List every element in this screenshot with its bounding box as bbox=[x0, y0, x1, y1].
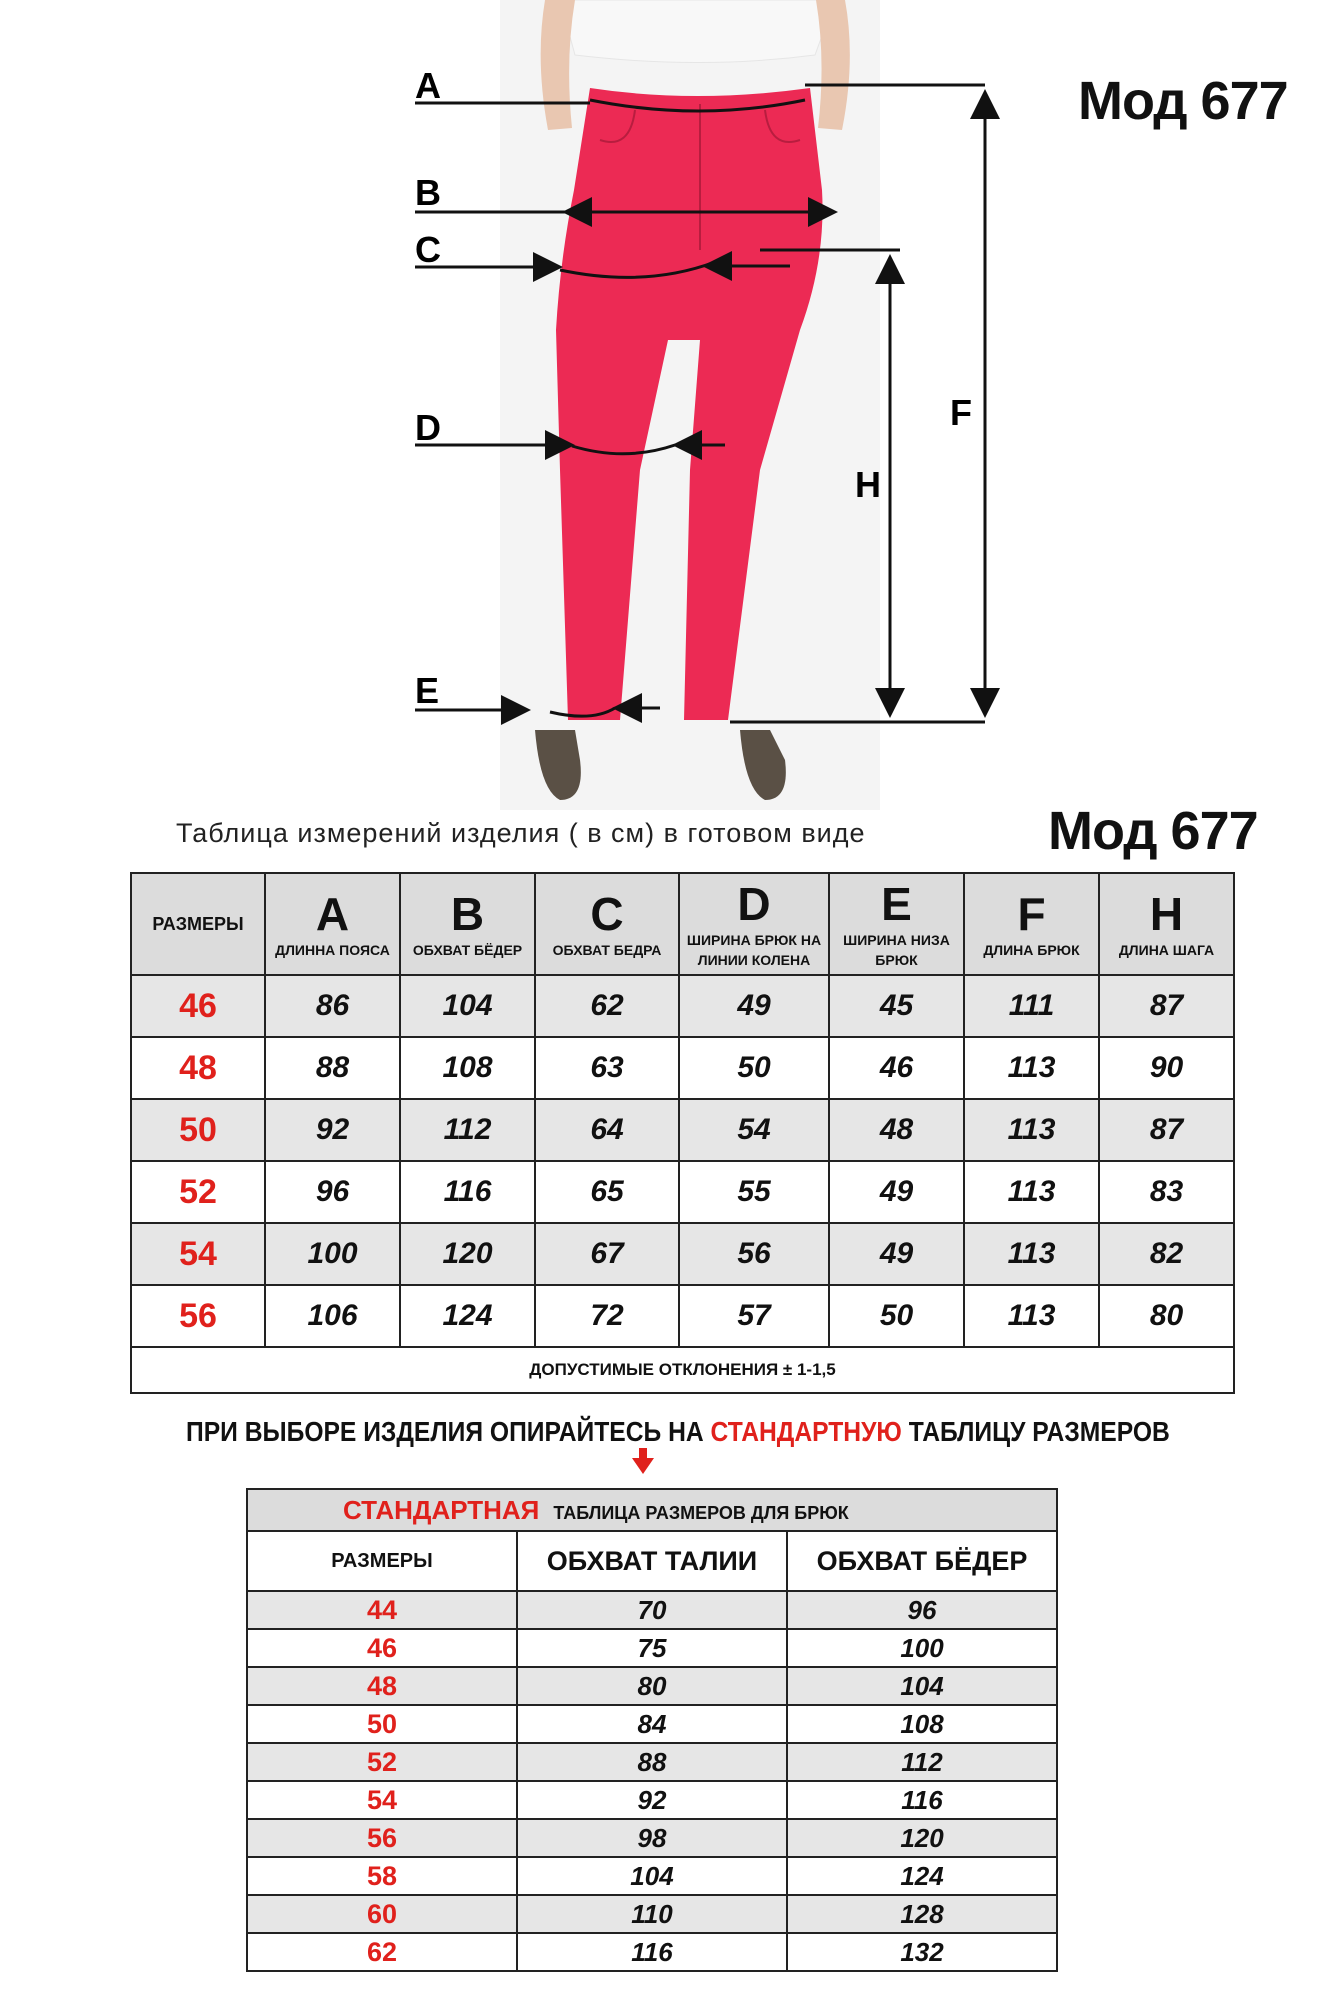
standard-title-row bbox=[247, 1489, 1057, 1531]
size-cell: 56 bbox=[131, 1285, 265, 1347]
tolerance-note: ДОПУСТИМЫЕ ОТКЛОНЕНИЯ ± 1-1,5 bbox=[131, 1347, 1234, 1393]
std-header-waist: ОБХВАТ ТАЛИИ bbox=[517, 1531, 787, 1591]
value-cell: 104 bbox=[400, 975, 535, 1037]
table-row bbox=[131, 1099, 1234, 1161]
column-header-a bbox=[265, 873, 400, 975]
std-header-size: РАЗМЕРЫ bbox=[247, 1531, 517, 1591]
size-cell: 52 bbox=[247, 1743, 517, 1781]
value-cell: 88 bbox=[517, 1743, 787, 1781]
value-cell: 84 bbox=[517, 1705, 787, 1743]
table-row bbox=[247, 1933, 1057, 1971]
value-cell: 45 bbox=[829, 975, 964, 1037]
value-cell: 90 bbox=[1099, 1037, 1234, 1099]
column-name: ДЛИННА ПОЯСА bbox=[275, 942, 390, 958]
measurement-table bbox=[130, 872, 1235, 1394]
value-cell: 132 bbox=[787, 1933, 1057, 1971]
value-cell: 104 bbox=[787, 1667, 1057, 1705]
value-cell: 50 bbox=[679, 1037, 829, 1099]
note-text-end: ТАБЛИЦУ РАЗМЕРОВ bbox=[901, 1416, 1170, 1447]
column-header-e bbox=[829, 873, 964, 975]
column-name: ШИРИНА БРЮК НА ЛИНИИ КОЛЕНА bbox=[686, 932, 822, 968]
value-cell: 92 bbox=[265, 1099, 400, 1161]
table-row bbox=[247, 1629, 1057, 1667]
model-label-table: Мод 677 bbox=[1048, 801, 1258, 861]
value-cell: 113 bbox=[964, 1099, 1099, 1161]
value-cell: 57 bbox=[679, 1285, 829, 1347]
label-f: F bbox=[950, 392, 972, 433]
size-cell: 44 bbox=[247, 1591, 517, 1629]
table-row bbox=[247, 1705, 1057, 1743]
table-caption: Таблица измерений изделия ( в см) в готовом виде bbox=[176, 818, 866, 848]
value-cell: 65 bbox=[535, 1161, 679, 1223]
column-header-f bbox=[964, 873, 1099, 975]
table-row bbox=[131, 1037, 1234, 1099]
label-e: E bbox=[415, 670, 440, 711]
value-cell: 75 bbox=[517, 1629, 787, 1667]
value-cell: 104 bbox=[517, 1857, 787, 1895]
tolerance-row bbox=[131, 1347, 1234, 1393]
value-cell: 116 bbox=[400, 1161, 535, 1223]
value-cell: 112 bbox=[400, 1099, 535, 1161]
value-cell: 49 bbox=[829, 1161, 964, 1223]
size-cell: 60 bbox=[247, 1895, 517, 1933]
standard-header-row bbox=[247, 1531, 1057, 1591]
size-cell: 58 bbox=[247, 1857, 517, 1895]
table-row bbox=[247, 1591, 1057, 1629]
value-cell: 124 bbox=[400, 1285, 535, 1347]
note-text-start: ПРИ ВЫБОРЕ ИЗДЕЛИЯ ОПИРАЙТЕСЬ НА bbox=[186, 1416, 711, 1447]
size-cell: 48 bbox=[131, 1037, 265, 1099]
label-a: A bbox=[415, 65, 441, 106]
value-cell: 49 bbox=[829, 1223, 964, 1285]
value-cell: 70 bbox=[517, 1591, 787, 1629]
label-h: H bbox=[855, 464, 881, 505]
table-row bbox=[247, 1667, 1057, 1705]
standard-size-table bbox=[246, 1488, 1058, 1972]
value-cell: 64 bbox=[535, 1099, 679, 1161]
value-cell: 87 bbox=[1099, 1099, 1234, 1161]
table-row bbox=[131, 1285, 1234, 1347]
arrow-down-icon bbox=[632, 1458, 654, 1474]
table-row bbox=[247, 1819, 1057, 1857]
column-header-c bbox=[535, 873, 679, 975]
value-cell: 100 bbox=[265, 1223, 400, 1285]
column-name: ОБХВАТ БЕДРА bbox=[552, 942, 662, 958]
value-cell: 54 bbox=[679, 1099, 829, 1161]
value-cell: 106 bbox=[265, 1285, 400, 1347]
label-d: D bbox=[415, 407, 441, 448]
value-cell: 96 bbox=[787, 1591, 1057, 1629]
value-cell: 128 bbox=[787, 1895, 1057, 1933]
value-cell: 110 bbox=[517, 1895, 787, 1933]
column-letter: A bbox=[315, 888, 350, 940]
value-cell: 55 bbox=[679, 1161, 829, 1223]
column-letter: B bbox=[450, 888, 485, 940]
column-letter: C bbox=[590, 888, 624, 940]
value-cell: 116 bbox=[517, 1933, 787, 1971]
table-row bbox=[247, 1895, 1057, 1933]
column-letter: E bbox=[881, 878, 912, 930]
size-cell: 50 bbox=[131, 1099, 265, 1161]
value-cell: 72 bbox=[535, 1285, 679, 1347]
label-c: C bbox=[415, 229, 441, 270]
std-header-hips: ОБХВАТ БЁДЕР bbox=[787, 1531, 1057, 1591]
column-name: ОБХВАТ БЁДЕР bbox=[412, 942, 523, 958]
value-cell: 46 bbox=[829, 1037, 964, 1099]
column-name: ШИРИНА НИЗА БРЮК bbox=[843, 932, 950, 968]
column-header-b bbox=[400, 873, 535, 975]
size-cell: 50 bbox=[247, 1705, 517, 1743]
value-cell: 120 bbox=[400, 1223, 535, 1285]
table-row bbox=[131, 975, 1234, 1037]
value-cell: 120 bbox=[787, 1819, 1057, 1857]
table-row bbox=[247, 1743, 1057, 1781]
table-row bbox=[131, 1161, 1234, 1223]
value-cell: 80 bbox=[1099, 1285, 1234, 1347]
value-cell: 50 bbox=[829, 1285, 964, 1347]
value-cell: 113 bbox=[964, 1161, 1099, 1223]
table-row bbox=[131, 1223, 1234, 1285]
table-row bbox=[247, 1857, 1057, 1895]
label-b: B bbox=[415, 172, 441, 213]
value-cell: 111 bbox=[964, 975, 1099, 1037]
value-cell: 83 bbox=[1099, 1161, 1234, 1223]
size-cell: 52 bbox=[131, 1161, 265, 1223]
standard-table-title bbox=[247, 1489, 1057, 1531]
note-highlight: СТАНДАРТНУЮ bbox=[710, 1416, 902, 1447]
value-cell: 92 bbox=[517, 1781, 787, 1819]
value-cell: 56 bbox=[679, 1223, 829, 1285]
size-cell: 46 bbox=[131, 975, 265, 1037]
table-row bbox=[247, 1781, 1057, 1819]
value-cell: 108 bbox=[400, 1037, 535, 1099]
size-cell: 56 bbox=[247, 1819, 517, 1857]
value-cell: 124 bbox=[787, 1857, 1057, 1895]
model-label-top: Мод 677 bbox=[1078, 71, 1288, 131]
value-cell: 112 bbox=[787, 1743, 1057, 1781]
size-cell: 46 bbox=[247, 1629, 517, 1667]
standard-title-highlight: СТАНДАРТНАЯ bbox=[343, 1494, 540, 1525]
column-name: ДЛИНА ШАГА bbox=[1118, 942, 1215, 958]
value-cell: 63 bbox=[535, 1037, 679, 1099]
column-letter: H bbox=[1149, 888, 1184, 940]
standard-title-rest: ТАБЛИЦА РАЗМЕРОВ ДЛЯ БРЮК bbox=[553, 1502, 849, 1523]
size-header: РАЗМЕРЫ bbox=[131, 873, 265, 975]
value-cell: 86 bbox=[265, 975, 400, 1037]
value-cell: 116 bbox=[787, 1781, 1057, 1819]
size-cell: 54 bbox=[247, 1781, 517, 1819]
value-cell: 98 bbox=[517, 1819, 787, 1857]
value-cell: 67 bbox=[535, 1223, 679, 1285]
size-cell: 54 bbox=[131, 1223, 265, 1285]
value-cell: 96 bbox=[265, 1161, 400, 1223]
value-cell: 62 bbox=[535, 975, 679, 1037]
column-name: ДЛИНА БРЮК bbox=[983, 942, 1080, 958]
measurement-header-row bbox=[131, 873, 1234, 975]
value-cell: 113 bbox=[964, 1037, 1099, 1099]
value-cell: 100 bbox=[787, 1629, 1057, 1667]
column-header-d bbox=[679, 873, 829, 975]
value-cell: 48 bbox=[829, 1099, 964, 1161]
value-cell: 113 bbox=[964, 1285, 1099, 1347]
value-cell: 87 bbox=[1099, 975, 1234, 1037]
column-letter: F bbox=[1017, 888, 1046, 940]
column-header-h bbox=[1099, 873, 1234, 975]
value-cell: 108 bbox=[787, 1705, 1057, 1743]
value-cell: 80 bbox=[517, 1667, 787, 1705]
column-letter: D bbox=[737, 878, 771, 930]
size-cell: 48 bbox=[247, 1667, 517, 1705]
value-cell: 82 bbox=[1099, 1223, 1234, 1285]
size-cell: 62 bbox=[247, 1933, 517, 1971]
value-cell: 49 bbox=[679, 975, 829, 1037]
value-cell: 88 bbox=[265, 1037, 400, 1099]
value-cell: 113 bbox=[964, 1223, 1099, 1285]
size-selection-note bbox=[186, 1416, 1170, 1448]
